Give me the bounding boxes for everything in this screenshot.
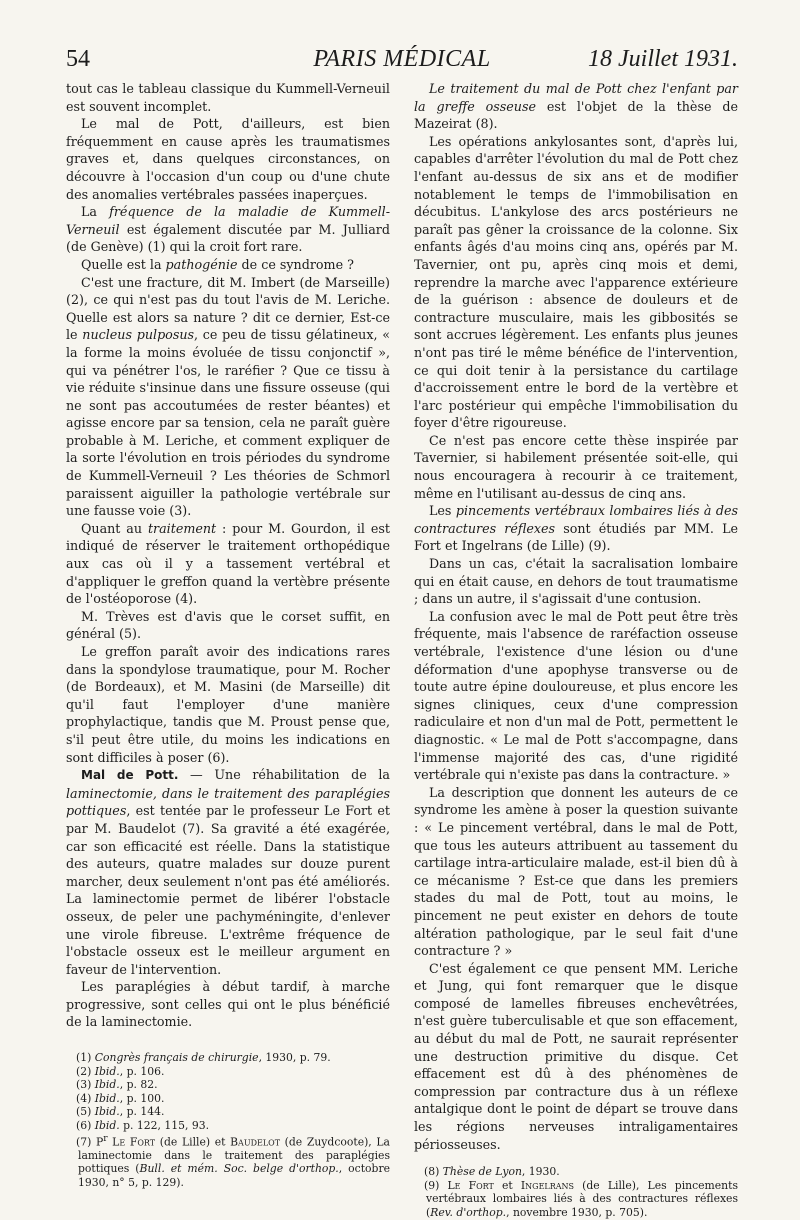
- paragraph: Le mal de Pott, d'ailleurs, est bien fréquemment en cause après les traumatismes graves et, dans quelques circonstances, on découvre à l'occasion d'un coup ou d'une chute des anomalies vertébrales passées inaperçues.: [66, 116, 390, 202]
- paragraph: La fréquence de la maladie de Kummell-Verneuil est également discutée par M. Julliard (de Genève) (1) qui la croit fort rare.: [66, 204, 391, 255]
- paragraph: La confusion avec le mal de Pott peut être très fréquente, mais l'absence de raréfaction osseuse vertébrale, l'existence d'une lésion ou d'une déformation d'une apophyse transverse ou de toute autre épine douloureuse, et plus encore les signes cliniques, ceux d'une compression radiculaire et non d'un mal de Pott, permettent le diagnostic. « Le mal de Pott s'accompagne, dans l'immense majorité des cas, d'une rigidité vertébrale qui n'existe pas dans la contracture. »: [414, 608, 738, 783]
- footnote: (3) Ibid., p. 82.: [76, 1078, 158, 1092]
- footnote: (6) Ibid. p. 122, 115, 93.: [76, 1119, 210, 1133]
- paragraph: Mal de Pott. — Une réhabilitation de la laminectomie, dans le traitement des paraplégies pottiques, est tentée par le professeur Le Fort et par M. Baudelot (7). Sa gravité a été exagérée, car son efficacité est réelle. Dans la statistique des auteurs, quatre malades sur douze purent marcher, deux seulement n'ont pas été améliorés. La laminectomie permet de libérer l'obstacle osseux, de peler une pachyméningite, d'enlever une virole fibreuse. L'extrême fréquence de l'obstacle osseux est le meilleur argument en faveur de l'intervention.: [66, 767, 390, 977]
- journal-page: [66, 44, 739, 1219]
- footnote: (7) $P^r$ Le Fort (de Lille) et Baudelot (de Zuydcoote), La laminectomie dans le traitement des paraplégies pottiques (Bull. et mém. Soc. belge d'orthop., octobre 1930, n° 5, p. 129).: [76, 1133, 391, 1189]
- page-number: 54: [66, 46, 90, 72]
- paragraph: La description que donnent les auteurs de ce syndrome les amène à poser la question suivante : « Le pincement vertébral, dans le mal de Pott, que tous les auteurs attribuent au tassement du cartilage intra-articulaire malade, est-il bien dû à ce mécanisme ? Est-ce que dans les premiers stades du mal de Pott, tout au moins, le pincement ne peut exister en dehors de toute altération pathologique, par le seul fait d'une contracture ? »: [414, 784, 738, 959]
- footnote: (4) Ibid., p. 100.: [76, 1091, 165, 1105]
- paragraph: Les opérations ankylosantes sont, d'après lui, capables d'arrêter l'évolution du mal de Pott chez l'enfant au-dessus de six ans et de modifier notablement le temps de l'immobilisation en décubitus. L'ankylose des arcs postérieurs ne paraît pas gêner la croissance de la colonne. Six enfants âgés d'au moins cinq ans, opérés par M. Tavernier, ont pu, après cinq mois et demi, reprendre la marche avec l'apparence extérieure de la guérison : absence de douleurs et de contracture musculaire, mais les gibbosités se sont accrues légèrement. Les enfants plus jeunes n'ont pas tiré le même bénéfice de l'intervention, ce qui doit tenir à la persistance du cartilage d'accroissement entre le bord de la vertèbre et l'arc postérieur qui empêche l'immobilisation du foyer d'être rigoureuse.: [414, 133, 738, 431]
- paragraph: Dans un cas, c'était la sacralisation lombaire qui en était cause, en dehors de tout traumatisme ; dans un autre, il s'agissait d'une contusion.: [414, 556, 738, 607]
- paragraph: C'est une fracture, dit M. Imbert (de Marseille) (2), ce qui n'est pas du tout l'avis de M. Leriche. Quelle est alors sa nature ? dit ce dernier, Est-ce le nucleus pulposus, ce peu de tissu gélatineux, « la forme la moins évoluée de tissu conjonctif », qui va pénétrer l'os, le raréfier ? Que ce tissu à vie réduite s'insinue dans une fissure osseuse (qui ne sont pas accoutumées de rester béantes) et agisse encore par sa tension, cela ne paraît guère probable à M. Leriche, et comment expliquer de la sorte l'évolution en trois périodes du syndrome de Kummell-Verneuil ? Les théories de Schmorl paraissent aiguiller la pathologie vertébrale sur une fausse voie (3).: [66, 274, 390, 519]
- paragraph: Quant au traitement : pour M. Gourdon, il est indiqué de réserver le traitement orthopédique aux cas où il y a tassement vertébral et d'appliquer le greffon quand la vertèbre présente de l'ostéoporose (4).: [66, 520, 390, 607]
- footnote: (8) Thèse de Lyon, 1930.: [424, 1165, 560, 1179]
- paragraph: Le greffon paraît avoir des indications rares dans la spondylose traumatique, pour M. Rocher (de Bordeaux), et M. Masini (de Marseille) dit qu'il faut l'employer d'une manière prophylactique, tandis que M. Proust pense que, s'il peut être utile, du moins les indications en sont difficiles à poser (6).: [66, 644, 390, 765]
- footnote: (1) Congrès français de chirurgie, 1930, p. 79.: [76, 1051, 331, 1065]
- left-column: [66, 80, 390, 1190]
- right-column: [414, 80, 738, 1220]
- paragraph: tout cas le tableau classique du Kummell-Verneuil est souvent incomplet.: [66, 81, 390, 114]
- running-header: [66, 44, 738, 78]
- footnote: (5) Ibid., p. 144.: [76, 1105, 165, 1119]
- paragraph: C'est également ce que pensent MM. Leriche et Jung, qui font remarquer que le disque composé de lamelles fibreuses enchevêtrées, n'est guère tuberculisable et que son effacement, au début du mal de Pott, ne saurait représenter une destruction primitive du disque. Cet effacement est dû à des phénomènes de compression par contracture dus à un réflexe antalgique dont le point de départ se trouve dans les régions nerveuses intraligamentaires périosseuses.: [414, 960, 738, 1152]
- journal-title: PARIS MÉDICAL: [313, 46, 491, 72]
- footnote: (2) Ibid., p. 106.: [76, 1064, 165, 1078]
- paragraph: M. Trèves est d'avis que le corset suffit, en général (5).: [66, 608, 390, 642]
- paragraph: Les paraplégies à début tardif, à marche progressive, sont celles qui ont le plus bénéficié de la laminectomie.: [66, 979, 390, 1030]
- paragraph: Les pincements vertébraux lombaires liés à des contractures réflexes sont étudiés par MM. Le Fort et Ingelrans (de Lille) (9).: [414, 503, 739, 554]
- footnotes: [414, 1165, 738, 1219]
- paragraph: Le traitement du mal de Pott chez l'enfant par la greffe osseuse est l'objet de la thèse de Mazeirat (8).: [414, 81, 738, 132]
- footnotes: [66, 1051, 390, 1190]
- paragraph: Ce n'est pas encore cette thèse inspirée par Tavernier, si habilement présentée soit-elle, qui nous encouragera à recourir à ce traitement, même en l'utilisant au-dessus de cinq ans.: [414, 432, 738, 501]
- paragraph: Quelle est la pathogénie de ce syndrome ?: [81, 256, 354, 272]
- footnote: (9) Le Fort et Ingelrans (de Lille), Les pincements vertébraux lombaires liés à des contractures réflexes (Rev. d'orthop., novembre 1930, p. 705).: [424, 1178, 739, 1219]
- section-heading: Mal de Pott.: [81, 768, 179, 783]
- issue-date: 18 Juillet 1931.: [588, 46, 738, 72]
